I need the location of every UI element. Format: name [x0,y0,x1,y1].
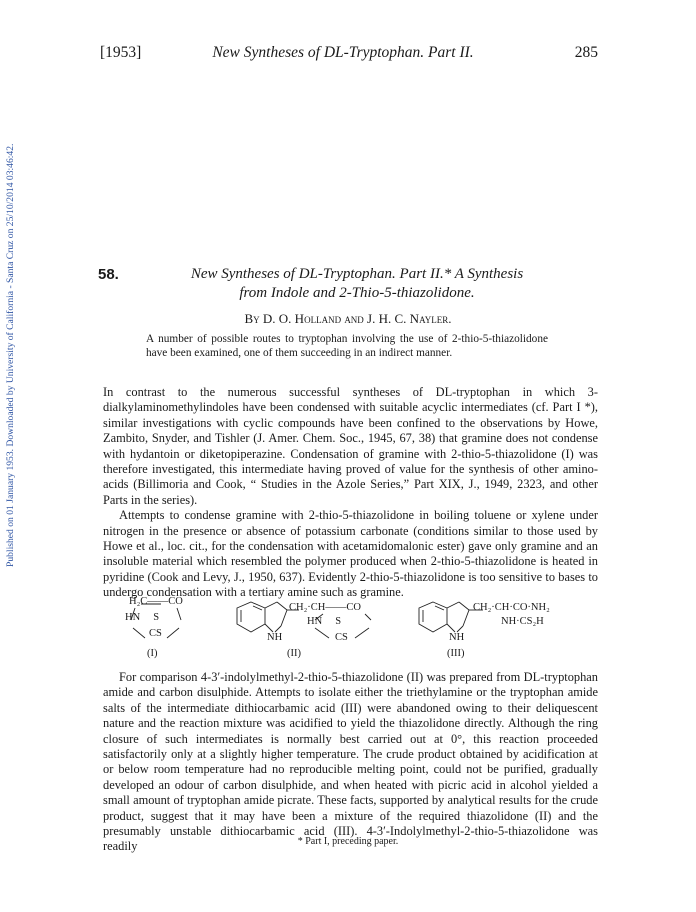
formula-2-nh: NH [267,632,283,643]
chemical-formulas [103,594,598,664]
formula-3-nh: NH [449,632,465,643]
formula-3-chain: CH₂·CH·CO·NH₂ [473,602,550,613]
running-title: New Syntheses of DL-Tryptophan. Part II. [212,44,474,61]
body-text-lower [103,670,598,855]
article-title [98,265,602,303]
formula-1-top: H₂C——CO [129,596,183,607]
paragraph-3: For comparison 4-3′-indolylmethyl-2-thio-5-thiazolidone (II) was prepared from DL-tryptophan amide and carbon disulphide. Attempts to isolate either the triethylamine or the tryptophan amide salts of the intermediate dithiocarbamic acid (III) were abandoned owing to their deliquescent nature and the reaction mixture was acidified to yield the thiazolidone directly. Although the ring closure of such intermediates is normally best carried out at 0°, this reaction proceeded satisfactorily only at a slightly higher temperature. The crude product obtained by acidification at or below room temperature had no reproducible melting point, could not be purified, gradually developed an odour of carbon disulphide, and when heated with picric acid in alcohol yielded a small amount of tryptophan amide picrate. These facts, supported by analytical results for the crude product, suggest that it may have been a mixture of the required thiazolidone (II) and the presumably unstable dithiocarbamic acid (III). 4-3′-Indolylmethyl-2-thio-5-thiazolidone was readily [103,670,598,854]
footnote: * Part I, preceding paper. [297,836,399,847]
formula-3-label: (III) [447,648,465,659]
author-byline: By D. O. Holland and J. H. C. Nayler. [244,311,452,326]
page-number: 285 [574,44,598,61]
formula-2-mid: HN S [307,616,342,627]
formula-1-mid: HN S [125,612,160,623]
abstract: A number of possible routes to tryptophan involving the use of 2-thio-5-thiazolidone have been examined, one of them succeeding in an indirect manner. [146,333,548,359]
formula-2-chain: CH₂·CH——CO [289,602,361,613]
formula-1-label: (I) [147,648,158,659]
running-header [0,44,696,68]
journal-year: [1953] [100,44,142,61]
article-title-line-1: New Syntheses of DL-Tryptophan. Part II.* A Synthesis [190,266,524,282]
article-title-line-2: from Indole and 2-Thio-5-thiazolidone. [239,285,475,301]
formula-3-subchain: NH·CS₂H [501,616,544,627]
paragraph-2: Attempts to condense gramine with 2-thio-5-thiazolidone in boiling toluene or xylene under nitrogen in the presence or absence of potassium carbonate (conditions similar to those used by Howe et al., loc. cit., for the condensation with acetamidomalonic ester) gave only gramine and an insoluble material which resembled the polymer produced when 2-thio-5-thiazolidone is heated in pyridine (Cook and Levy, J., 1950, 637). Evidently 2-thio-5-thiazolidone is too sensitive to bases to undergo condensation with a tertiary amine such as gramine. [103,508,598,600]
formula-1-bottom: CS [149,628,162,639]
formula-2-bottom: CS [335,632,348,643]
download-watermark: Published on 01 January 1953. Downloaded by University of California - Santa Cruz on 25/10/2014 03:46:42. [5,143,16,567]
paragraph-1: In contrast to the numerous successful syntheses of DL-tryptophan in which 3-dialkylaminomethylindoles have been condensed with suitable acyclic intermediates (cf. Part I *), similar investigations with cyclic compounds have been confined to the observations by Howe, Zambito, Snyder, and Tishler (J. Amer. Chem. Soc., 1945, 67, 38) that gramine does not condense with hydantoin or diketopiperazine. Condensation of gramine with 2-thio-5-thiazolidone (I) was therefore investigated, this intermediate having proved of value for the synthesis of other amino-acids (Billimoria and Cook, “ Studies in the Azole Series,” Part XIX, J., 1949, 2323, and other Parts in the series). [103,385,598,507]
article-number: 58. [98,266,119,283]
formula-2-label: (II) [287,648,301,659]
body-text-upper [103,385,598,601]
